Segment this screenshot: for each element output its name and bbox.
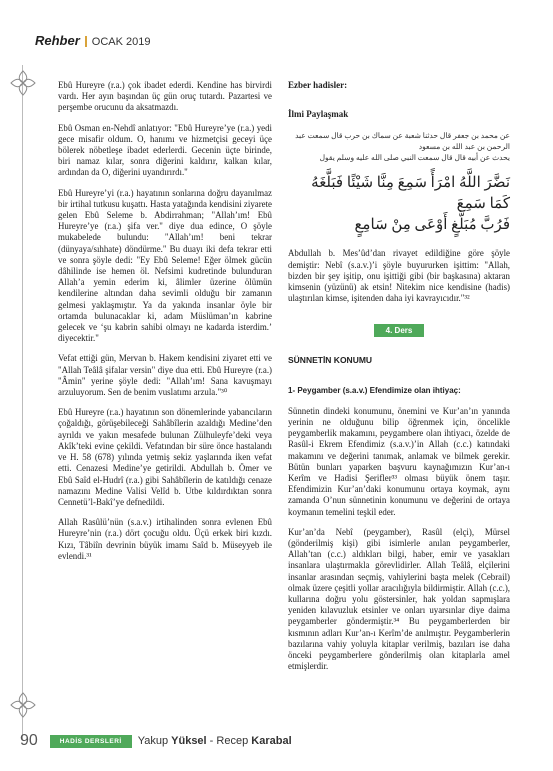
author-surname: Karabal (251, 735, 292, 747)
arabic-hadith-line: نَضَّرَ اللَّهُ امْرَأً سَمِعَ مِنَّا شَيْئًا فَبَلَّغَهُ كَمَا سَمِعَ (311, 175, 510, 213)
share-label: İlmi Paylaşmak (288, 109, 349, 120)
paragraph: Ebû Osman en-Nehdî anlatıyor: "Ebû Hureyre’ye (r.a.) yedi gece misafir oldum. O, hanımı ve hizmetçisi geceyi üçe bölerek nöbetleşe ibadet ederlerdi. Gecenin üçte birinde, biri namaz kılar, sonra diğerini kaldırır, kalkan kılar, ardından da O, diğerini uyandırırdı." (58, 122, 272, 178)
author-surname: Yüksel (171, 735, 207, 747)
author-name: Recep (216, 735, 249, 747)
corner-ornament-icon (8, 68, 38, 98)
paragraph: Allah Rasûlü’nün (s.a.v.) irtihalinden sonra evlenen Ebû Hureyre’nin (r.a.) dört çocuğu oldu. Üçü erkek biri kızdı. Kızı, Tâbiîn devrinin büyük imamı Saîd b. Müseyyeb ile evlendi.³¹ (58, 517, 272, 561)
paragraph: Vefat ettiği gün, Mervan b. Hakem kendisini ziyaret etti ve "Allah Teâlâ şifalar versin" diye dua etti. Ebû Hureyre (r.a.) "Âmin" yerine şöyle dedi: "Allah’ım! Sana kavuşmayı arzuluyorum. Sen de benim vuslatımı arzula."³⁰ (58, 353, 272, 398)
issue-date: OCAK 2019 (91, 36, 151, 48)
author-separator: - (209, 735, 214, 747)
arabic-hadith (288, 173, 510, 236)
margin-rule (22, 65, 23, 740)
section-tag: HADİS DERSLERİ (50, 735, 132, 748)
header-divider (85, 36, 87, 47)
paragraph: Sünnetin dindeki konumunu, önemini ve Kur’an’ın yanında yerinin ne olduğunu bilip öğrenmek için, öncelikle peygamberlik makamını, peygambere olan ihtiyacı, özelde de Rasûl-i Ekrem Efendimiz (s.a.v.)’in Allah (c.c.) katındaki makamını ve değerini tanımak, anlamak ve bilmek gerekir. Bütün bunları yaparken başvuru kaynağımızın Kur’an-ı Kerîm ve Hadisi Şerifler³³ olması büyük önem taşır. Efendimizin Kur’an’daki konumunu ortaya koymak, aynı zamanda O’nun sünnetinin konumunu ve değerini de ortaya koymanın temelini teşkil eder. (288, 405, 510, 517)
right-column (288, 80, 510, 682)
page-footer (20, 732, 292, 750)
subsection-heading: 1- Peygamber (s.a.v.) Efendimize olan ihtiyaç: (288, 385, 461, 395)
page-number: 90 (20, 732, 38, 749)
arabic-isnad (288, 130, 510, 163)
paragraph: Ebû Hureyre (r.a.) çok ibadet ederdi. Kendine has birvirdi vardı. Her ayın başından üç gün oruç tutardı. Pazartesi ve perşembe orucunu da aksatmazdı. (58, 80, 272, 113)
page-header (35, 33, 151, 49)
brand-logo: Rehber (35, 33, 80, 48)
author-name: Yakup (137, 735, 169, 747)
left-column (58, 80, 272, 571)
lesson-badge: 4. Ders (374, 324, 424, 337)
memorize-label: Ezber hadisler: (288, 80, 348, 90)
authors (138, 735, 292, 747)
paragraph: Kur’an’da Nebî (peygamber), Rasûl (elçi), Mürsel (gönderilmiş kişi) gibi isimlerle anılan peygamberler, Allah’tan (c.c.) aldıkları bilgi, haber, emir ve yasakları insanlara ulaştırmakla görevlidirler. Allah Teâlâ, elçilerini insanlar arasından seçmiş, vahiylerini başta melek (Cebrail) olmak üzere çeşitli yollar aracılığıyla bildirmiştir. Allah (c.c.), kullarına doğru yolu göstersinler, hak yoldan sapmışlara yeniden kılavuzluk etsinler ve onları uyarsınlar diye daima peygamberler göndermiştir.³⁴ Bu peygamberlerden bir kısmının adları Kur’an-ı Kerîm’de anılmıştır. Peygamberlerin bazılarına vahiy yoluyla kitaplar verilmiş, bazıları ise daha önceki peygamberlere gönderilmiş olan kitaplarla amel etmişlerdir. (288, 526, 510, 672)
arabic-chain-line: عن محمد بن جعفر قال حدثنا شعبة عن سماك بن حرب قال سمعت عبد الرحمن بن عبد الله بن مسعود (295, 131, 510, 152)
paragraph: Ebû Hureyre’yi (r.a.) hayatının sonlarına doğru dayanılmaz bir irtihal tutkusu kuşattı. Hasta yatağında kendisini ziyarete gelen Ebû Seleme b. Abdirrahman; "Allah’ım! Ebû Hureyre’ye (r.a.) şifa ver." diye dua edince, O şöyle mukabelede bulundu: "Allah’ım! beni tekrar (dünyaya/sıhhate) döndürme." Bu duayı iki defa tekrar etti ve sonra şöyle dedi: "Ey Ebû Seleme! Eğer ölmek gücün dâhilinde ise hemen öl. Nefsimi kudretinde bulunduran Allah’a yemin ederim ki, âlimler üzerine ölümün kendilerine altından daha sevimli olduğu bir zamanın gelmesi yaklaşmıştır. Ya da yakında insanlar öyle bir ortamda bulunacaklar ki, adam Müslüman’ın kabrine gelecek ve ‘şu kabrin sahibi olmayı ne kadarda isterdim.’ diyecektir." (58, 187, 272, 344)
hadith-translation: Abdullah b. Mes’ûd’dan rivayet edildiğine göre şöyle demiştir: Nebî (s.a.v.)’i şöyle buyururken işittim: "Allah, bizden bir şey işitip, onu işittiği gibi (bir başkasına) aktaran kimsenin (yüzünü) ak etsin! Nitekim nice kendisine (hadis) ulaştırılan kimse, işitenden daha iyi kavrayıcıdır."³² (288, 248, 510, 304)
corner-ornament-icon (8, 690, 38, 720)
arabic-hadith-line: فَرُبَّ مُبَلَّغٍ أَوْعَى مِنْ سَامِعٍ (354, 217, 510, 234)
paragraph: Ebû Hureyre (r.a.) hayatının son dönemlerinde yabancıların çoğaldığı, görüşebileceği Sahâbîlerin azaldığı Medine’den ayrıldı ve yakın mesafede bulunan Zülhuleyfe’deki veya Akîk’teki evine çekildi. Vefatından bir süre önce hastalandı ve H. 58 (678) yılında yetmiş sekiz yaşlarında iken vefat etti. Cenazesi Medine’ye getirildi. Abdullah b. Ömer ve Ebû Saîd el-Hudrî (r.a.) gibi Sahâbîlerin de katıldığı cenaze namazını Medine Valisi Velîd b. Utbe kıldırdıktan sonra Cennetü’l-Bakî’ye defnedildi. (58, 407, 272, 507)
section-heading: SÜNNETİN KONUMU (288, 355, 373, 366)
arabic-chain-line: يحدث عن أبيه قال قال سمعت النبي صلى الله عليه وسلم يقول (319, 153, 510, 163)
